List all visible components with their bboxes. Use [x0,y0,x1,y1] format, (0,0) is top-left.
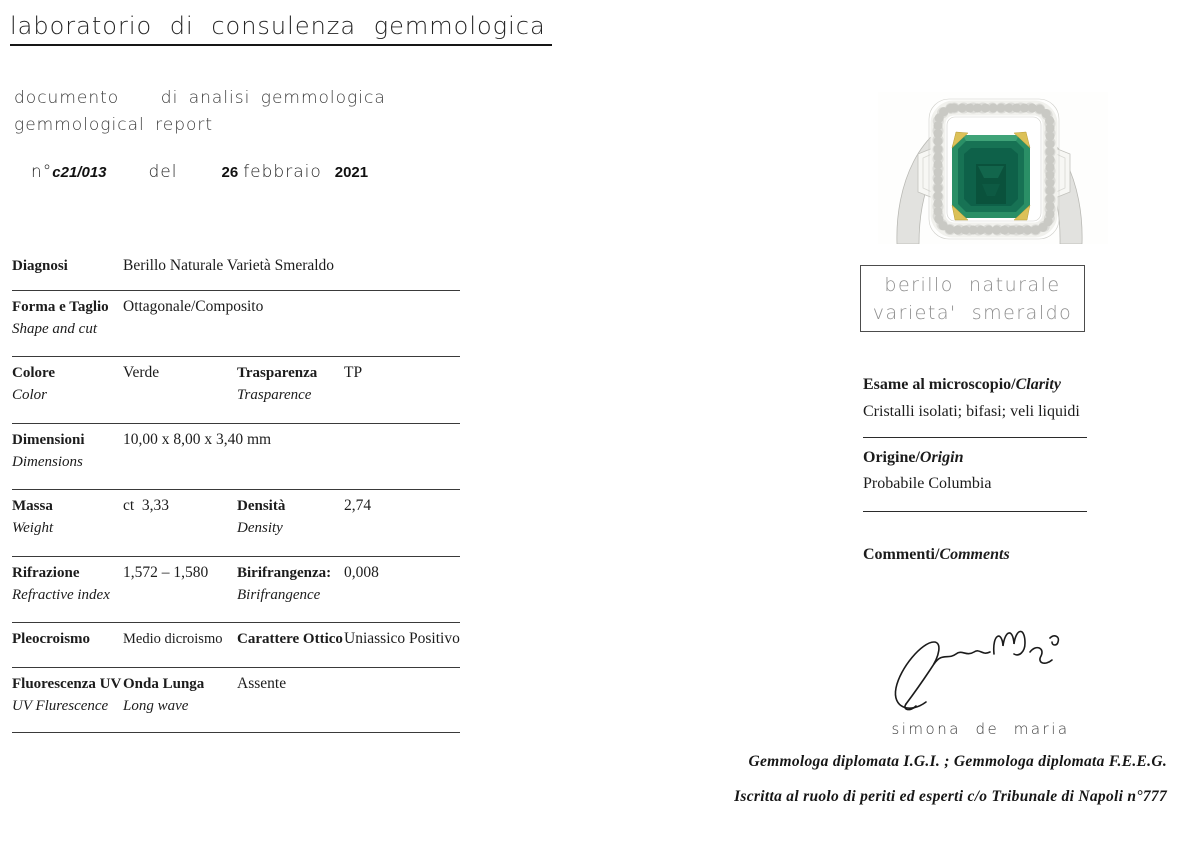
table-row [12,291,460,357]
field-label: Massa Weight [12,498,54,536]
origin-value: Probabile Columbia [863,475,992,492]
field-label: Trasparenza Trasparence [237,365,318,403]
field-label: Carattere Ottico [237,631,343,647]
field-label: Densità Density [237,498,286,536]
field-value: Medio dicroismo [123,631,223,647]
table-row [12,668,460,733]
signature-image [882,612,1082,714]
field-value: 0,008 [344,564,379,581]
field-label: Fluorescenza UV UV Flurescence [12,676,122,714]
field-value: Berillo Naturale Varietà Smeraldo [123,257,335,274]
field-label: Birifrangenza: Birifrangence [237,565,332,603]
field-value: Uniassico Positivo [344,630,460,647]
document-number-line [14,142,368,202]
field-value: TP [344,364,363,381]
number-prefix: n° [31,162,53,182]
credentials-block [734,752,1167,807]
field-label: Colore Color [12,365,56,403]
field-value: 10,00 x 8,00 x 3,40 mm [123,431,272,448]
field-label: Rifrazione Refractive index [12,565,110,603]
table-row [12,490,460,557]
origin-label: Origine/Origin [863,449,964,466]
date-day: 26 [221,164,239,181]
table-row [12,357,460,424]
table-row [12,623,460,668]
details-panel [863,375,1108,565]
emerald-stone [952,135,1030,218]
clarity-value: Cristalli isolati; bifasi; veli liquidi [863,403,1080,420]
clarity-label: Esame al microscopio/Clarity [863,376,1061,393]
divider [863,437,1087,438]
field-value: ct 3,33 [123,497,170,514]
divider [863,511,1087,512]
credentials-line1: Gemmologa diplomata I.G.I. ; Gemmologa diplomata F.E.E.G. [748,753,1167,770]
doc-subtitle-italian: documento di analisi gemmologica [14,88,386,108]
field-label: Pleocroismo [12,631,91,647]
emerald-ring-photo [878,92,1108,244]
gem-box-line2: varieta' smeraldo [872,301,1073,324]
gem-box-line1: berillo naturale [884,273,1061,296]
table-row [12,250,460,291]
field-label: Diagnosi [12,258,68,274]
field-value: 2,74 [344,497,372,514]
date-word: del [148,162,178,182]
signatory-name: simona de maria [891,720,1070,738]
gem-identification-box [860,265,1085,332]
field-label: Dimensioni Dimensions [12,432,85,470]
date-month: febbraio [243,162,322,182]
field-value: Assente [237,675,287,692]
field-label: Onda Lunga Long wave [123,676,205,714]
field-value: Ottagonale/Composito [123,298,264,315]
field-label: Forma e Taglio Shape and cut [12,299,109,337]
date-year: 2021 [334,164,369,181]
credentials-line2: Iscritta al ruolo di periti ed esperti c/o Tribunale di Napoli n°777 [734,788,1167,805]
doc-subtitle-english: gemmological report [14,115,214,135]
table-row [12,424,460,490]
gem-analysis-table [12,250,460,733]
table-row [12,557,460,623]
comments-label: Commenti/Comments [863,546,1010,563]
field-value: 1,572 – 1,580 [123,564,209,581]
report-number: c21/013 [52,164,107,181]
field-value: Verde [123,364,160,381]
page-title: laboratorio di consulenza gemmologica [10,12,552,46]
